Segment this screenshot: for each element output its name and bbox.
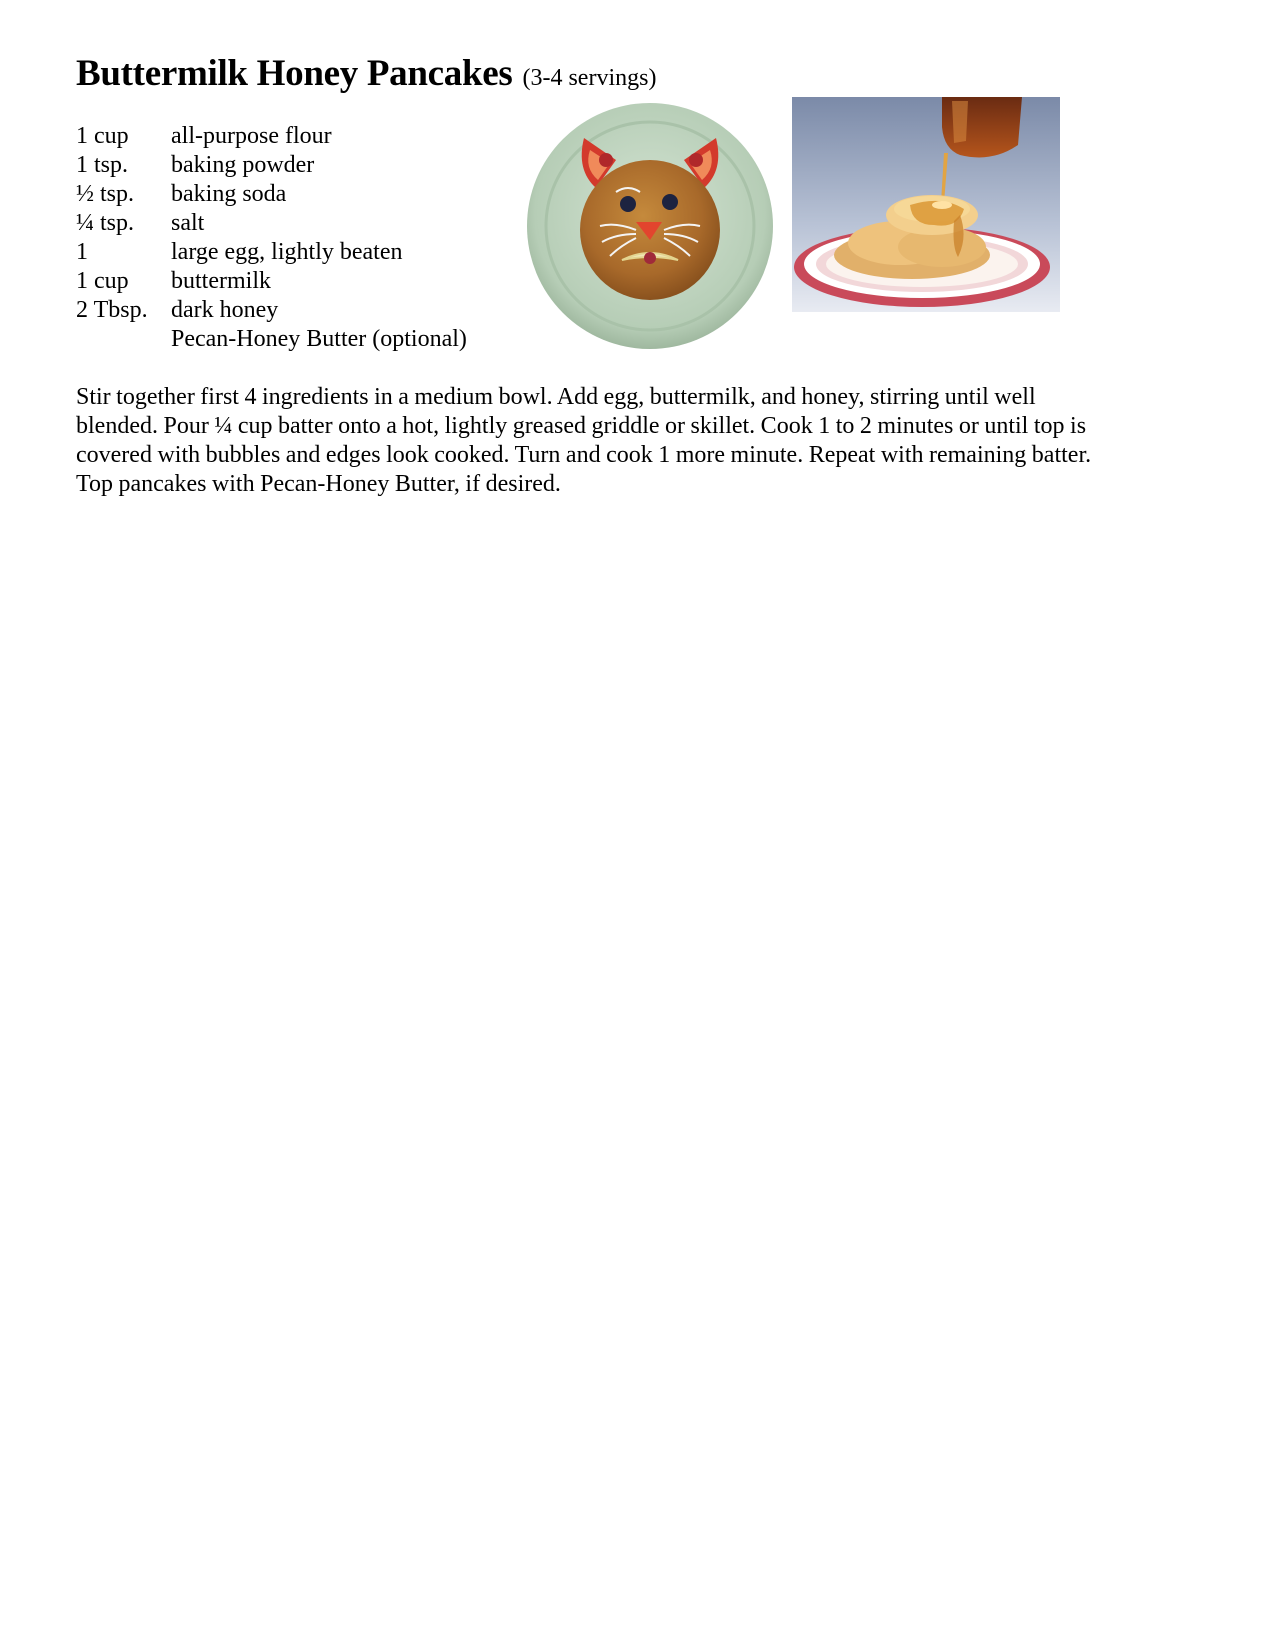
ingredient-row [76,296,467,325]
servings-note: (3-4 servings) [522,65,657,91]
ingredient-name: salt [171,210,205,236]
ingredient-name: Pecan-Honey Butter (optional) [171,326,467,352]
ingredient-row [76,209,467,238]
ingredient-list [76,122,467,354]
ingredient-name: buttermilk [171,268,271,294]
syrup-pancake-stack-icon [792,97,1060,312]
cat-pancake-photo [524,100,776,350]
ingredient-name: baking powder [171,152,315,178]
recipe-header [76,52,656,95]
ingredient-row [76,180,467,209]
ingredient-quantity: ½ tsp. [76,181,135,207]
cat-face-pancake-icon [524,100,776,350]
ingredient-name: baking soda [171,181,287,207]
recipe-title: Buttermilk Honey Pancakes [76,53,513,94]
ingredient-quantity: ¼ tsp. [76,210,135,236]
ingredient-quantity: 1 tsp. [76,152,129,178]
ingredient-row [76,238,467,267]
ingredient-row [76,325,467,354]
ingredient-name: all-purpose flour [171,123,332,149]
ingredient-name: large egg, lightly beaten [171,239,403,265]
ingredient-quantity: 2 Tbsp. [76,297,148,323]
ingredient-row [76,267,467,296]
ingredient-quantity: 1 [76,239,88,265]
ingredient-quantity: 1 cup [76,123,129,149]
ingredient-name: dark honey [171,297,279,323]
directions-paragraph: Stir together first 4 ingredients in a medium bowl. Add egg, buttermilk, and honey, stirring until well blended. Pour ¼ cup batter onto a hot, lightly greased griddle or skillet. Cook 1 to 2 minutes or until top is covered with bubbles and edges look cooked. Turn and cook 1 more minute. Repeat with remaining batter. Top pancakes with Pecan-Honey Butter, if desired. [76,384,1092,497]
syrup-pancakes-photo [792,97,1060,312]
ingredient-row [76,122,467,151]
ingredient-quantity [76,325,171,354]
ingredient-quantity: 1 cup [76,268,129,294]
ingredient-row [76,151,467,180]
